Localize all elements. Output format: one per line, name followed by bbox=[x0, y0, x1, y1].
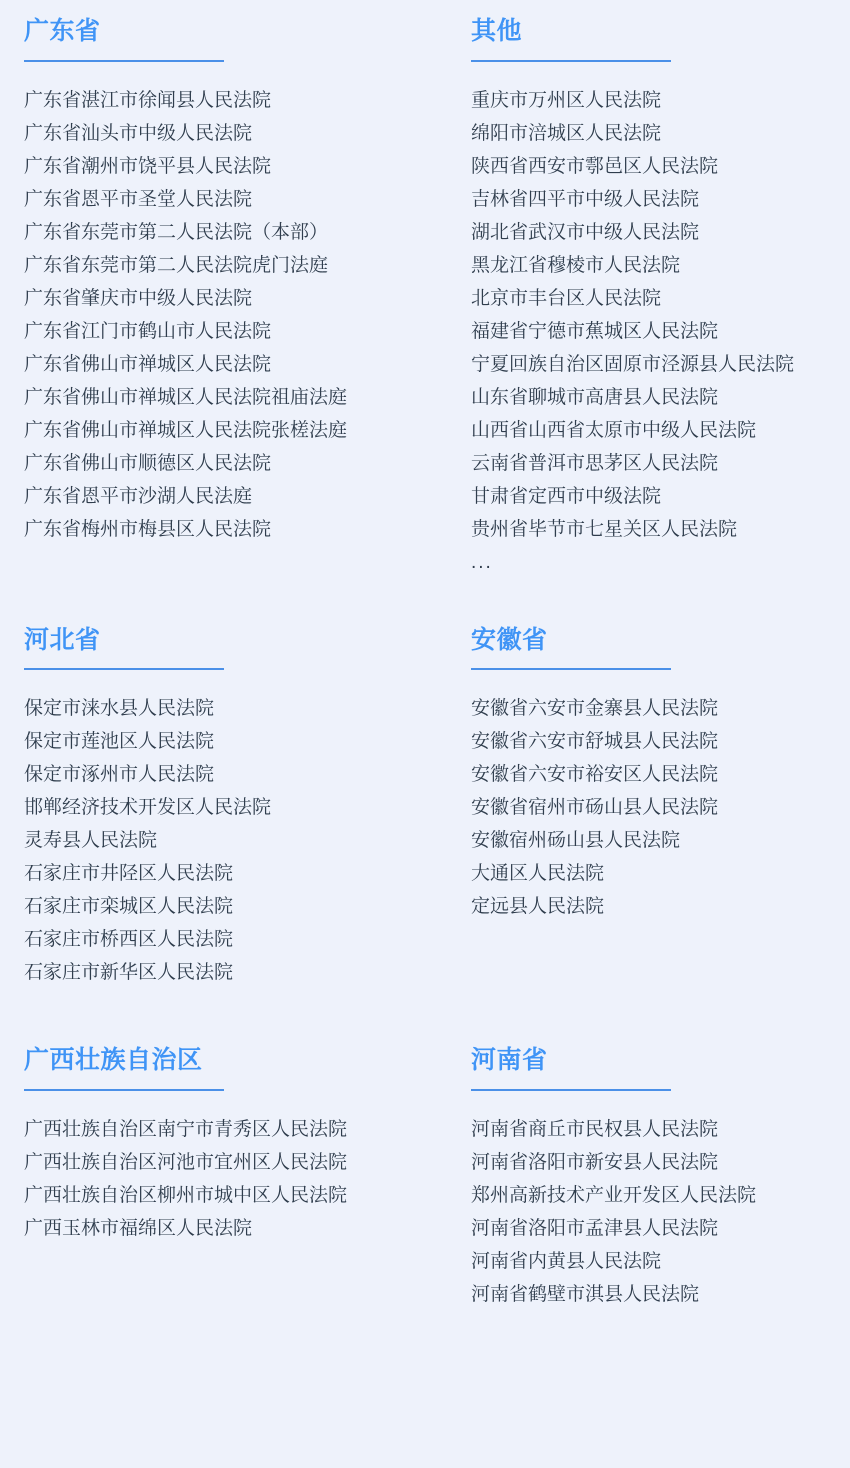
list-item[interactable]: 河南省商丘市民权县人民法院 bbox=[471, 1118, 719, 1140]
section-underline bbox=[24, 1089, 224, 1091]
list-item[interactable]: 安徽省六安市裕安区人民法院 bbox=[471, 764, 719, 785]
section-title: 安徽省 bbox=[471, 625, 548, 654]
list-item[interactable]: 广西壮族自治区柳州市城中区人民法院 bbox=[24, 1184, 348, 1206]
list-item[interactable]: 石家庄市新华区人民法院 bbox=[24, 962, 234, 983]
list-item[interactable]: 北京市丰台区人民法院 bbox=[471, 287, 662, 309]
section-underline bbox=[471, 1089, 671, 1091]
section-underline bbox=[471, 60, 671, 62]
list-item[interactable]: 宁夏回族自治区固原市泾源县人民法院 bbox=[471, 353, 795, 375]
section-title: 河南省 bbox=[471, 1046, 548, 1074]
section-other bbox=[449, 18, 844, 627]
list-item[interactable]: 绵阳市涪城区人民法院 bbox=[471, 122, 662, 144]
list-item[interactable]: 广东省佛山市禅城区人民法院 bbox=[24, 353, 272, 375]
list-item[interactable]: 山东省聊城市高唐县人民法院 bbox=[471, 386, 719, 408]
list-item[interactable]: 邯郸经济技术开发区人民法院 bbox=[24, 797, 272, 818]
list-item[interactable]: 广西壮族自治区南宁市青秀区人民法院 bbox=[24, 1118, 348, 1140]
list-item[interactable]: 云南省普洱市思茅区人民法院 bbox=[471, 452, 719, 474]
list-item[interactable]: 定远县人民法院 bbox=[471, 896, 605, 917]
list-item[interactable]: 广东省潮州市饶平县人民法院 bbox=[24, 155, 272, 177]
list-item[interactable]: 大通区人民法院 bbox=[471, 863, 605, 884]
list-item[interactable]: 河南省鹤壁市淇县人民法院 bbox=[471, 1283, 700, 1305]
list-item[interactable]: 石家庄市栾城区人民法院 bbox=[24, 896, 234, 917]
list-item[interactable]: 福建省宁德市蕉城区人民法院 bbox=[471, 320, 719, 342]
list-item[interactable]: 重庆市万州区人民法院 bbox=[471, 89, 662, 111]
section-row-3 bbox=[24, 1047, 826, 1341]
list-item[interactable]: 安徽省六安市舒城县人民法院 bbox=[471, 731, 719, 752]
list-item[interactable]: 广东省恩平市圣堂人民法院 bbox=[24, 188, 253, 210]
list-item[interactable]: 安徽省六安市金寨县人民法院 bbox=[471, 698, 719, 719]
section-anhui bbox=[449, 627, 844, 1048]
court-list-other bbox=[471, 84, 844, 579]
list-item[interactable]: 河南省洛阳市孟津县人民法院 bbox=[471, 1217, 719, 1239]
section-guangxi bbox=[24, 1047, 449, 1341]
list-item[interactable]: 保定市涿州市人民法院 bbox=[24, 764, 215, 785]
list-item[interactable]: 安徽宿州砀山县人民法院 bbox=[471, 830, 681, 851]
list-item[interactable]: 甘肃省定西市中级法院 bbox=[471, 485, 662, 507]
list-item[interactable]: 灵寿县人民法院 bbox=[24, 830, 158, 851]
list-item[interactable]: 贵州省毕节市七星关区人民法院 bbox=[471, 518, 738, 540]
section-underline bbox=[24, 60, 224, 62]
list-item[interactable]: 广东省肇庆市中级人民法院 bbox=[24, 287, 253, 309]
list-item[interactable]: 山西省山西省太原市中级人民法院 bbox=[471, 419, 757, 441]
section-title: 广西壮族自治区 bbox=[24, 1046, 203, 1074]
section-title: 其他 bbox=[471, 17, 523, 45]
list-item[interactable]: 广东省江门市鹤山市人民法院 bbox=[24, 320, 272, 342]
list-item[interactable]: 广东省佛山市顺德区人民法院 bbox=[24, 452, 272, 474]
list-item[interactable]: 广东省东莞市第二人民法院（本部） bbox=[24, 221, 329, 243]
list-item[interactable]: 广西玉林市福绵区人民法院 bbox=[24, 1217, 253, 1239]
court-list-hebei bbox=[24, 692, 449, 989]
list-item[interactable]: 河南省内黄县人民法院 bbox=[471, 1250, 662, 1272]
list-item[interactable]: 黑龙江省穆棱市人民法院 bbox=[471, 254, 681, 276]
list-item[interactable]: 广东省恩平市沙湖人民法庭 bbox=[24, 485, 253, 507]
court-list-guangdong bbox=[24, 84, 449, 546]
list-item[interactable]: 保定市涞水县人民法院 bbox=[24, 698, 215, 719]
list-item[interactable]: 石家庄市桥西区人民法院 bbox=[24, 929, 234, 950]
list-item[interactable]: 湖北省武汉市中级人民法院 bbox=[471, 221, 700, 243]
list-item[interactable]: 河南省洛阳市新安县人民法院 bbox=[471, 1151, 719, 1173]
section-title: 河北省 bbox=[24, 625, 101, 654]
list-item[interactable]: 广东省东莞市第二人民法院虎门法庭 bbox=[24, 254, 329, 276]
list-item[interactable]: 保定市莲池区人民法院 bbox=[24, 731, 215, 752]
section-row-2 bbox=[24, 627, 826, 1048]
list-item[interactable]: 石家庄市井陉区人民法院 bbox=[24, 863, 234, 884]
court-list-anhui bbox=[471, 692, 844, 923]
section-underline bbox=[471, 668, 671, 670]
list-item[interactable]: 广东省梅州市梅县区人民法院 bbox=[24, 518, 272, 540]
section-guangdong bbox=[24, 18, 449, 627]
list-item-more: ... bbox=[471, 551, 493, 573]
list-item[interactable]: 广东省佛山市禅城区人民法院祖庙法庭 bbox=[24, 386, 348, 408]
list-item[interactable]: 郑州高新技术产业开发区人民法院 bbox=[471, 1184, 757, 1206]
section-henan bbox=[449, 1047, 844, 1341]
list-item[interactable]: 广东省湛江市徐闻县人民法院 bbox=[24, 89, 272, 111]
list-item[interactable]: 广西壮族自治区河池市宜州区人民法院 bbox=[24, 1151, 348, 1173]
section-title: 广东省 bbox=[24, 17, 101, 45]
list-item[interactable]: 广东省汕头市中级人民法院 bbox=[24, 122, 253, 144]
list-item[interactable]: 广东省佛山市禅城区人民法院张槎法庭 bbox=[24, 419, 348, 441]
court-list-henan bbox=[471, 1113, 844, 1311]
list-item[interactable]: 陕西省西安市鄠邑区人民法院 bbox=[471, 155, 719, 177]
list-item[interactable]: 吉林省四平市中级人民法院 bbox=[471, 188, 700, 210]
section-underline bbox=[24, 668, 224, 670]
section-hebei bbox=[24, 627, 449, 1048]
court-list-guangxi bbox=[24, 1113, 449, 1245]
section-row-1 bbox=[24, 18, 826, 627]
list-item[interactable]: 安徽省宿州市砀山县人民法院 bbox=[471, 797, 719, 818]
